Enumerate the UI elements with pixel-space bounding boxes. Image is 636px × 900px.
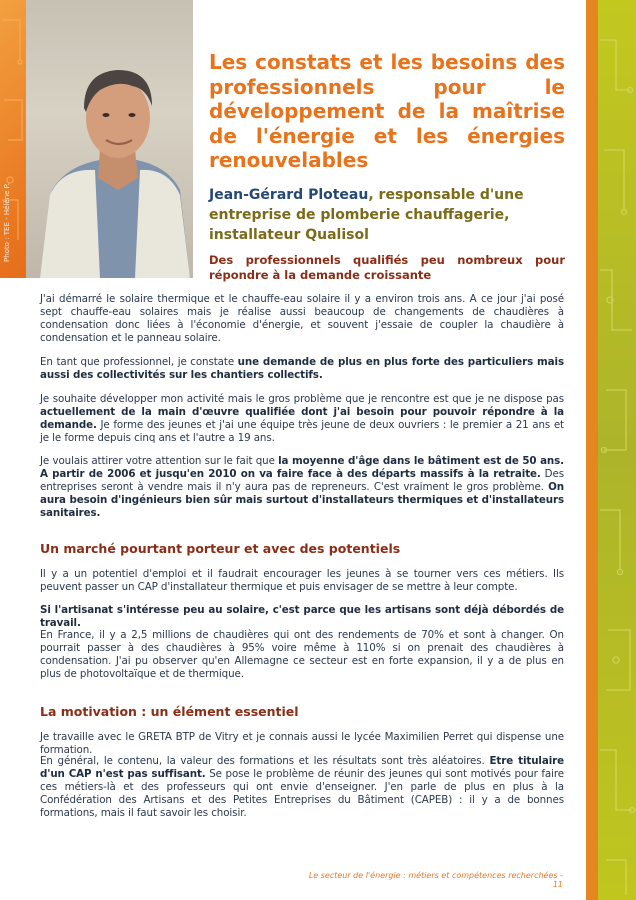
paragraph-4-text-mid: Des entreprises seront à vendre mais il n'y aura pas de repreneurs. C'est vraiment le gros problème. bbox=[40, 468, 564, 494]
author-line bbox=[209, 185, 569, 245]
paragraph-3 bbox=[40, 393, 564, 445]
photo-credit: Photo : TEE - Hélène P. bbox=[3, 182, 11, 262]
paragraph-4 bbox=[40, 455, 564, 520]
page-footer: Le secteur de l'énergie : métiers et compétences recherchées - 11 bbox=[308, 871, 563, 889]
market-paragraph-3: En France, il y a 2,5 millions de chaudières qui ont des rendements de 70% et sont à changer. On pourrait passer à des chaudières à 95% voire même à 110% si on prenait des chaudières à condensation. J'ai pu observer qu'en Allemagne ce secteur est en forte expansion, il y a de plus en plus de photovoltaïque et de thermique. bbox=[40, 629, 564, 681]
page-title: Les constats et les besoins des professionnels pour le développement de la maîtrise de l'énergie et les énergies renouvelables bbox=[209, 50, 565, 172]
paragraph-1: J'ai démarré le solaire thermique et le chauffe-eau solaire il y a environ trois ans. A ce jour j'ai posé sept chauffe-eau solaires mais je réalise aussi beaucoup de changements de chaudières à condensation donc liées à l'économie d'énergie, et souvent j'essaie de coupler la chaudière à condensation et le panneau solaire. bbox=[40, 293, 564, 345]
paragraph-4-emphasis-end: On aura besoin d'ingénieurs bien sûr mais surtout d'installateurs thermiques et d'installateurs sanitaires. bbox=[40, 481, 564, 520]
paragraph-2-emphasis: une demande de plus en plus forte des particuliers mais aussi des collectivités sur les chantiers collectifs. bbox=[40, 356, 564, 382]
article-subheading: Des professionnels qualifiés peu nombreux pour répondre à la demande croissante bbox=[209, 253, 565, 282]
paragraph-2 bbox=[40, 356, 564, 382]
paragraph-3-emphasis: actuellement de la main d'œuvre qualifiée dont j'ai besoin pour pouvoir répondre à la demande. bbox=[40, 406, 564, 432]
portrait-man bbox=[0, 0, 193, 278]
motivation-paragraph-2-emphasis: Etre titulaire d'un CAP n'est pas suffisant. bbox=[40, 755, 564, 781]
author-role: , responsable d'une entreprise de plomberie chauffagerie, installateur Qualisol bbox=[209, 187, 524, 243]
market-paragraph-2-emphasis: Si l'artisanat s'intéresse peu au solaire, c'est parce que les artisans sont déjà débordés de travail. bbox=[40, 604, 564, 630]
paragraph-3-text: Je souhaite développer mon activité mais le gros problème que je rencontre est que je ne dispose pas bbox=[40, 393, 564, 405]
market-paragraph-1: Il y a un potentiel d'emploi et il faudrait encourager les jeunes à se tourner vers ces métiers. Ils peuvent passer un CAP d'installateur thermique et puis envisager de se mettre à leur compte. bbox=[40, 568, 564, 594]
motivation-paragraph-2-text: En général, le contenu, la valeur des formations et les résultats sont très aléatoires. bbox=[40, 755, 490, 767]
paragraph-4-text: Je voulais attirer votre attention sur le fait que bbox=[40, 455, 279, 467]
section-title-motivation: La motivation : un élément essentiel bbox=[40, 704, 299, 719]
paragraph-4-emphasis: la moyenne d'âge dans le bâtiment est de 50 ans. A partir de 2006 et jusqu'en 2010 on va faire face à des départs massifs à la retraite. bbox=[40, 455, 564, 481]
motivation-paragraph-1: Je travaille avec le GRETA BTP de Vitry et je connais aussi le lycée Maximilien Perret qui dispense une formation. bbox=[40, 731, 564, 757]
motivation-paragraph-2-text-end: Se pose le problème de réunir des jeunes qui sont motivés pour faire ces métiers-là et des professeurs qui ont envie d'enseigner. J'en parle de plus en plus à la Confédération des Artisans et des Petites Entreprises du Bâtiment (CAPEB) : il y a de bonnes formations, mais il faut savoir les choisir. bbox=[40, 768, 564, 820]
decorative-side-band bbox=[586, 0, 636, 900]
section-title-market: Un marché pourtant porteur et avec des potentiels bbox=[40, 541, 401, 556]
market-paragraph-2 bbox=[40, 604, 564, 630]
circuit-pattern bbox=[586, 0, 636, 900]
paragraph-2-text: En tant que professionnel, je constate bbox=[40, 356, 238, 368]
motivation-paragraph-2 bbox=[40, 755, 564, 820]
author-name: Jean-Gérard Ploteau bbox=[209, 187, 369, 203]
paragraph-3-text-end: Je forme des jeunes et j'ai une équipe très jeune de deux ouvriers : le premier a 21 ans et je le forme depuis cinq ans et l'autre a 19 ans. bbox=[40, 419, 564, 445]
author-photo bbox=[0, 0, 193, 278]
